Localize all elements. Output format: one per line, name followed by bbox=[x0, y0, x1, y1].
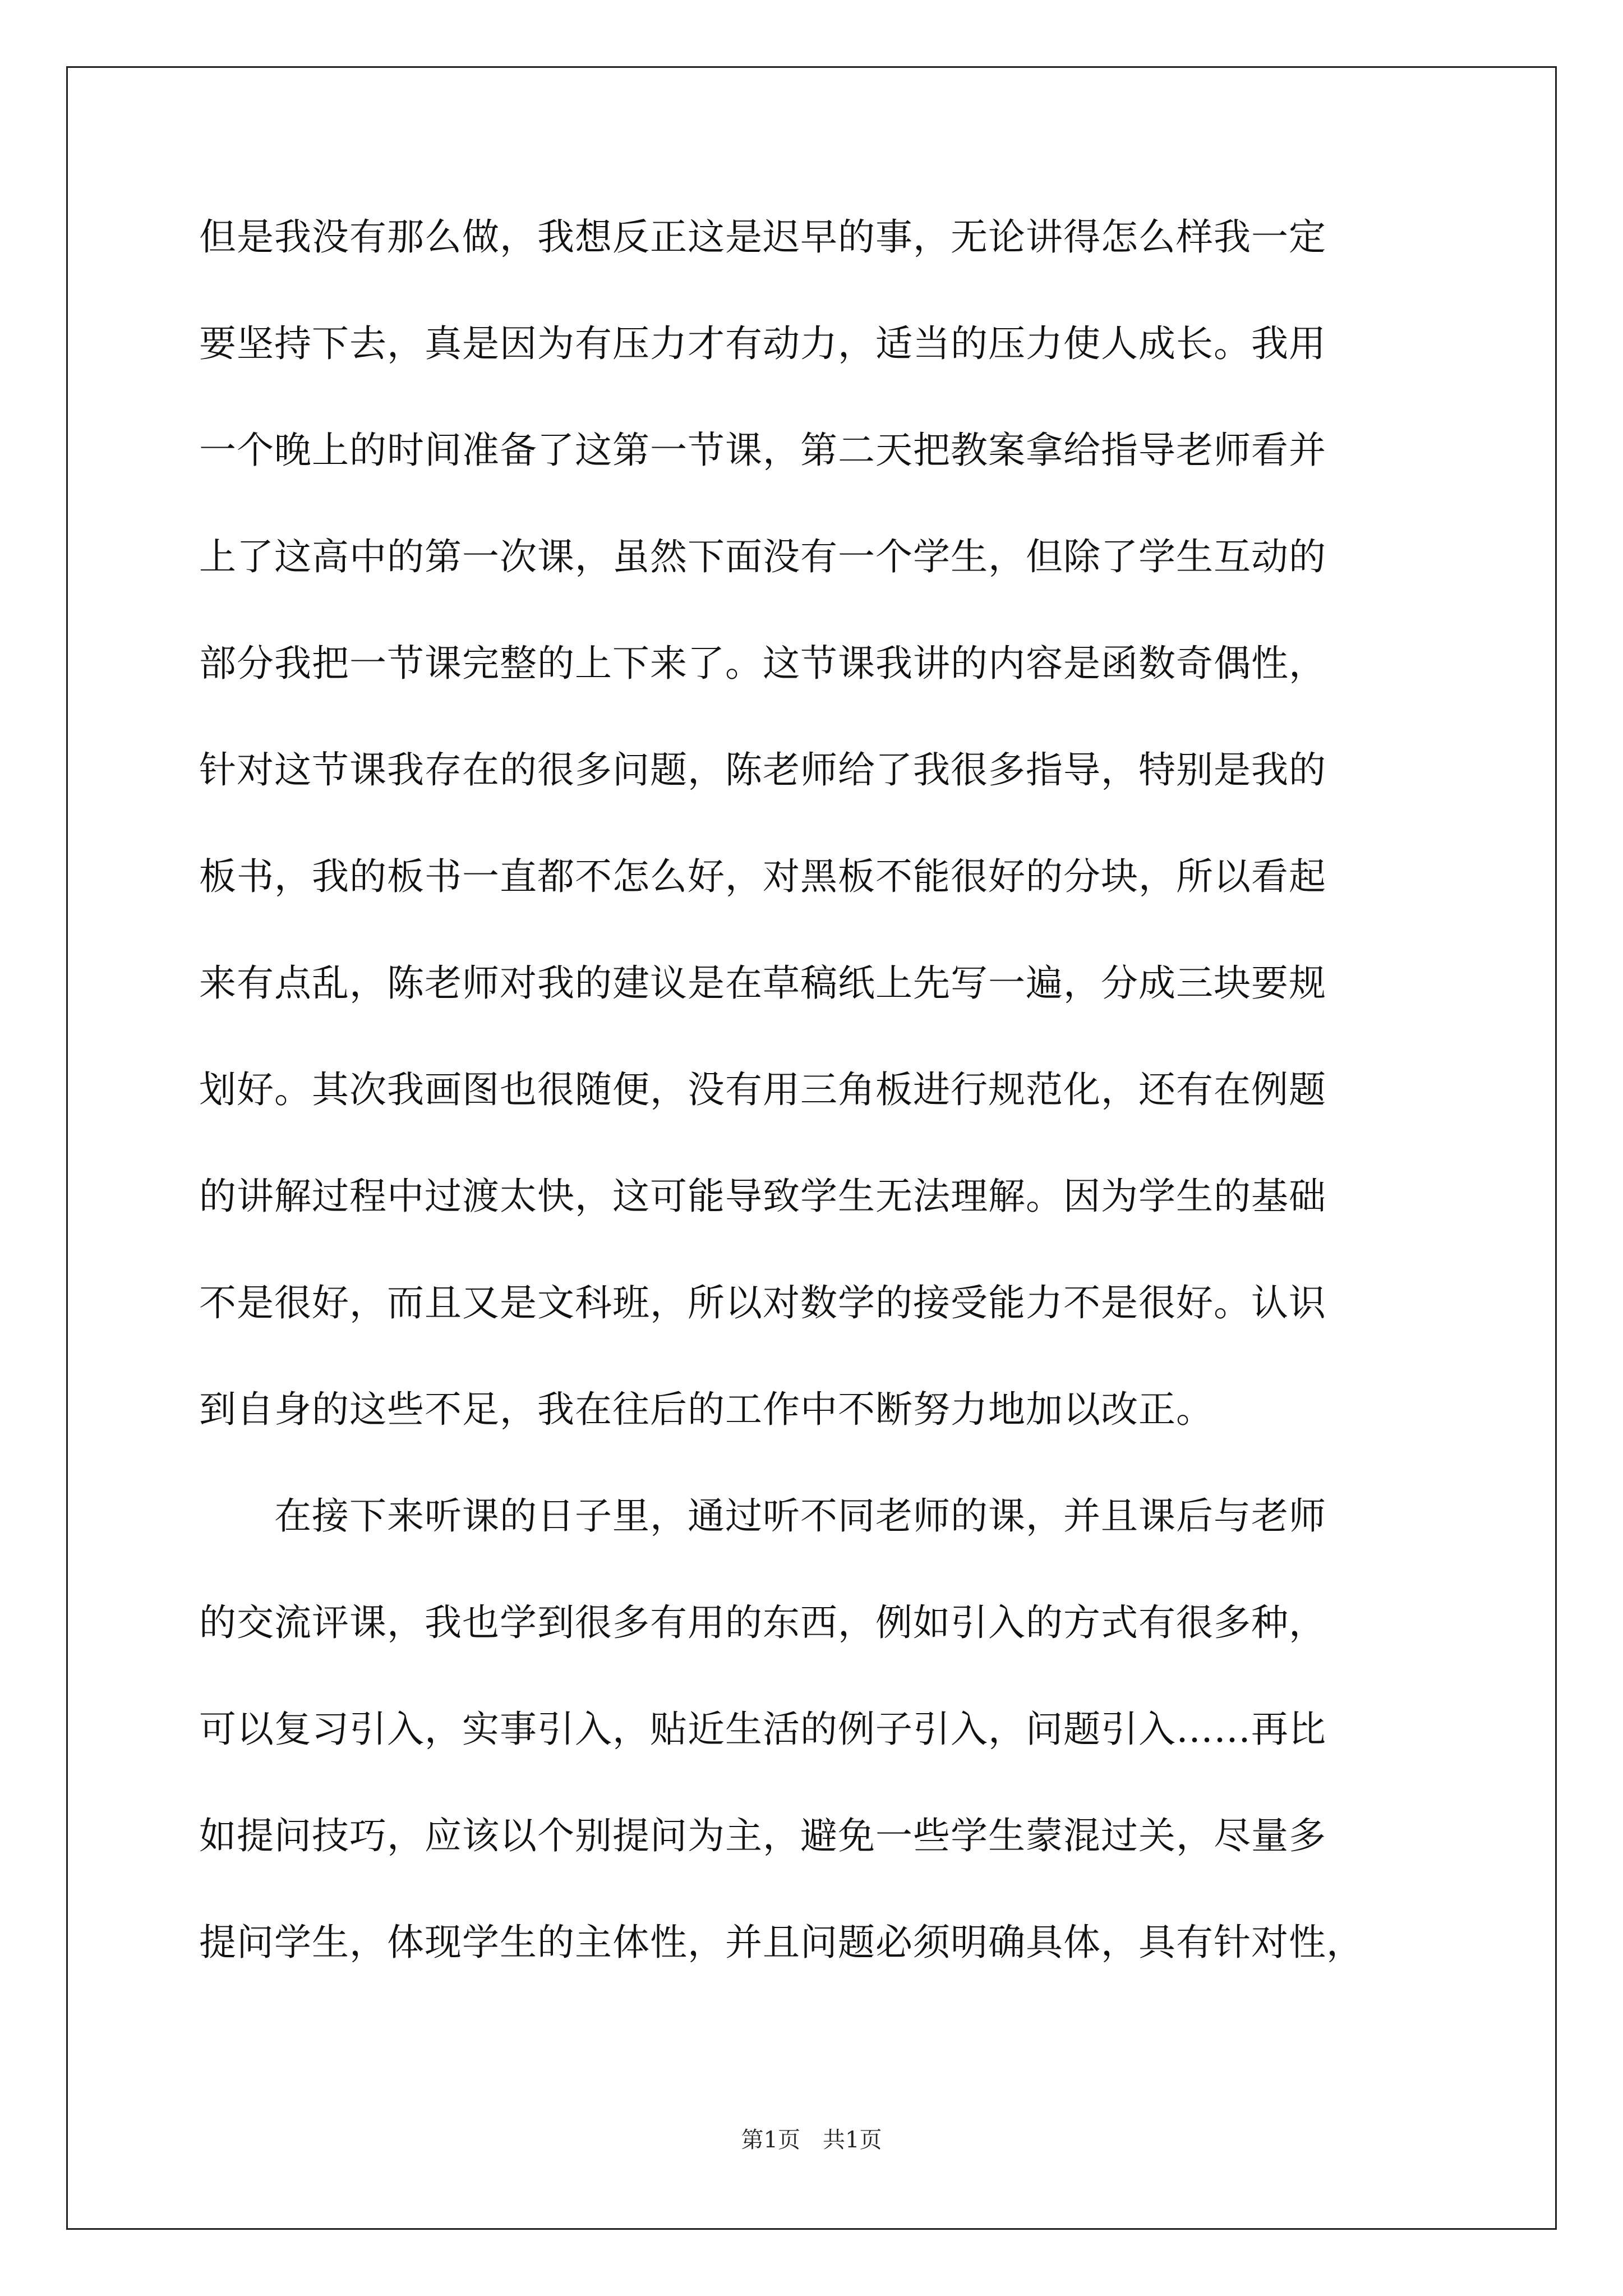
text-line: 的讲解过程中过渡太快，这可能导致学生无法理解。因为学生的基础 bbox=[199, 1175, 1326, 1218]
text-line: 划好。其次我画图也很随便，没有用三角板进行规范化，还有在例题 bbox=[199, 1068, 1326, 1111]
text-line: 部分我把一节课完整的上下来了。这节课我讲的内容是函数奇偶性， bbox=[199, 642, 1326, 685]
text-line: 板书，我的板书一直都不怎么好，对黑板不能很好的分块，所以看起 bbox=[199, 855, 1326, 898]
text-line: 提问学生，体现学生的主体性，并且问题必须明确具体，具有针对性， bbox=[199, 1921, 1364, 1964]
text-line: 但是我没有那么做，我想反正这是迟早的事，无论讲得怎么样我一定 bbox=[199, 215, 1326, 259]
text-line: 可以复习引入，实事引入，贴近生活的例子引入，问题引入……再比 bbox=[199, 1708, 1326, 1751]
text-line: 在接下来听课的日子里，通过听不同老师的课，并且课后与老师 bbox=[199, 1494, 1326, 1538]
text-line: 上了这高中的第一次课，虽然下面没有一个学生，但除了学生互动的 bbox=[199, 535, 1326, 578]
text-line: 一个晚上的时间准备了这第一节课，第二天把教案拿给指导老师看并 bbox=[199, 429, 1326, 472]
text-line: 到自身的这些不足，我在往后的工作中不断努力地加以改正。 bbox=[199, 1388, 1214, 1431]
text-line: 的交流评课，我也学到很多有用的东西，例如引入的方式有很多种， bbox=[199, 1601, 1326, 1644]
text-line: 不是很好，而且又是文科班，所以对数学的接受能力不是很好。认识 bbox=[199, 1281, 1326, 1324]
document-body bbox=[199, 215, 1455, 1964]
page-footer: 第1页 共1页 bbox=[741, 2127, 882, 2153]
text-line: 来有点乱，陈老师对我的建议是在草稿纸上先写一遍，分成三块要规 bbox=[199, 961, 1326, 1005]
text-line: 如提问技巧，应该以个别提问为主，避免一些学生蒙混过关，尽量多 bbox=[199, 1814, 1326, 1857]
text-line: 针对这节课我存在的很多问题，陈老师给了我很多指导，特别是我的 bbox=[199, 748, 1326, 792]
text-line: 要坚持下去，真是因为有压力才有动力，适当的压力使人成长。我用 bbox=[199, 322, 1326, 365]
